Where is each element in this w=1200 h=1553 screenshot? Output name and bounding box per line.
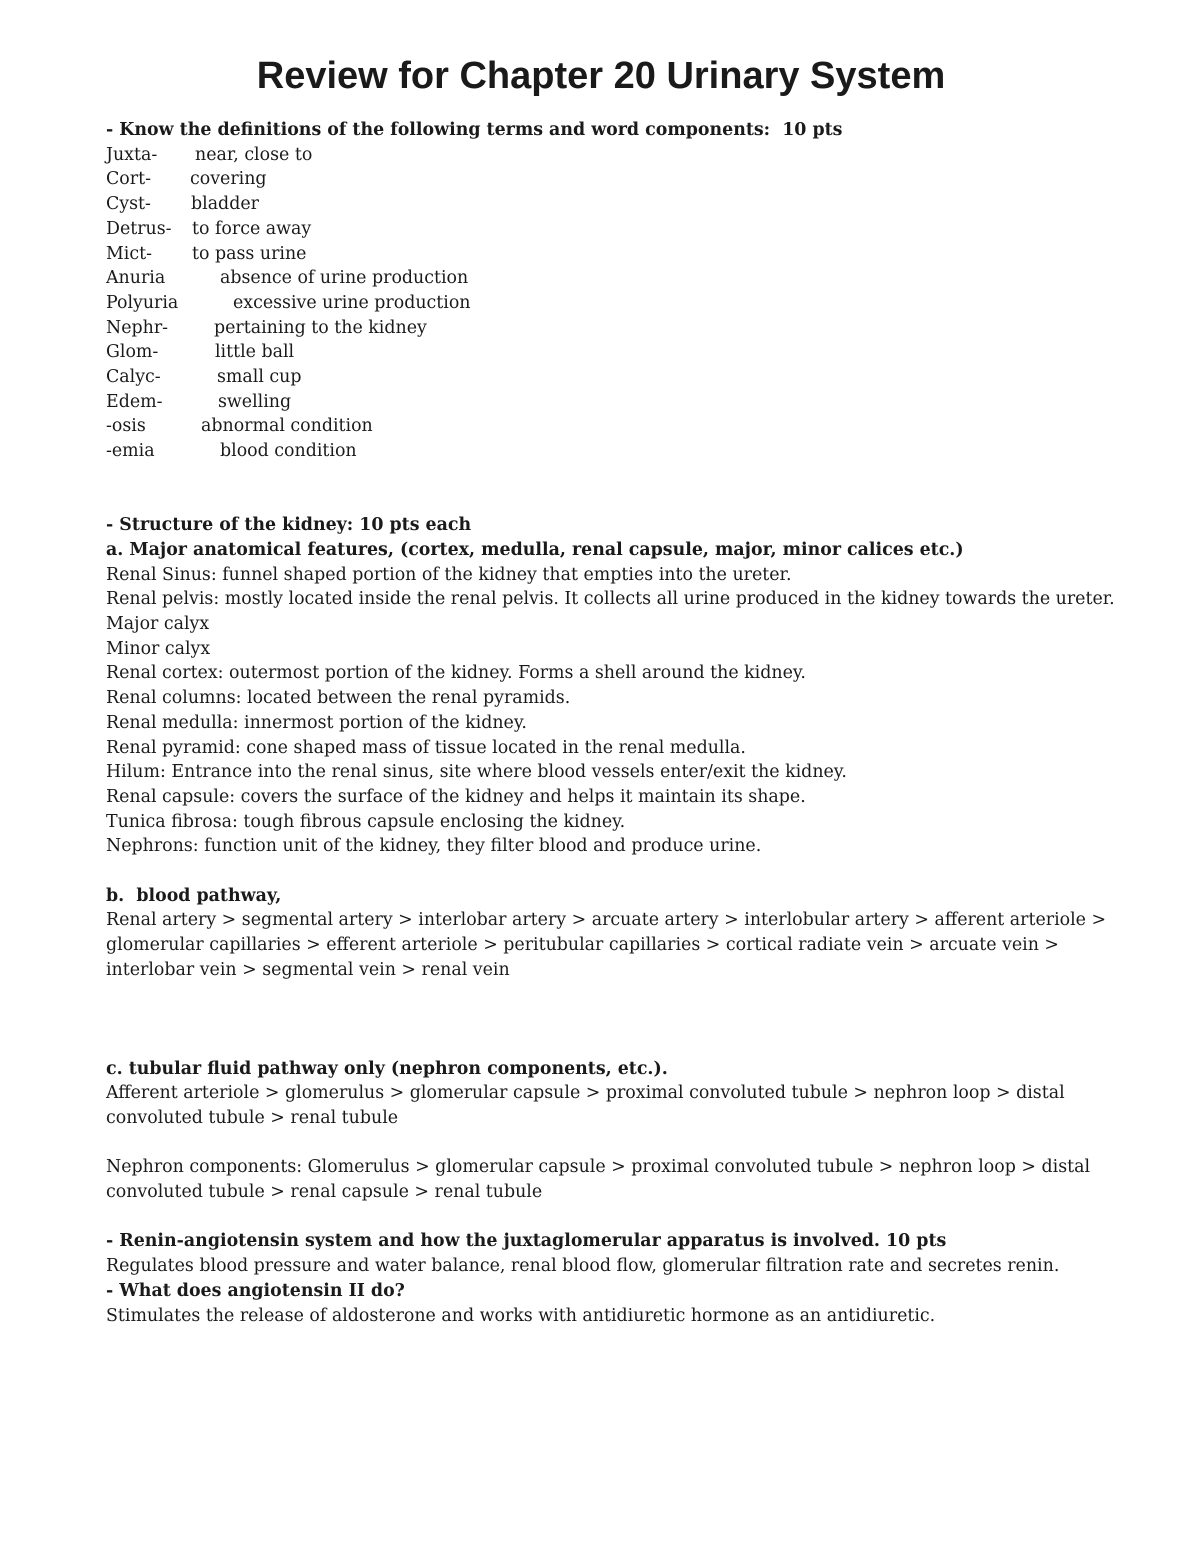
feature-line: Renal cortex: outermost portion of the kidney. Forms a shell around the kidney. [106, 663, 806, 684]
feature-line: Nephrons: function unit of the kidney, they filter blood and produce urine. [106, 836, 762, 857]
term: -emia [106, 441, 155, 462]
feature-line: Renal columns: located between the renal pyramids. [106, 688, 571, 709]
angiotensin-heading: - What does angiotensin II do? [106, 1280, 405, 1301]
term-definition: blood condition [220, 441, 357, 462]
definition-row [106, 143, 1116, 168]
definition-row [106, 192, 1116, 217]
angiotensin-text: Stimulates the release of aldosterone and works with antidiuretic hormone as an antidiuretic. [106, 1305, 936, 1326]
term-definition: to force away [192, 218, 312, 239]
structure-heading: - Structure of the kidney: 10 pts each [106, 515, 472, 536]
term: Polyuria [106, 292, 179, 313]
definition-row [106, 217, 1116, 242]
term: Anuria [106, 268, 166, 289]
blood-pathway-text: Renal artery > segmental artery > interlobar artery > arcuate artery > interlobular artery > afferent arteriole > glomerular capillaries > efferent arteriole > peritubular capillaries > cortical radiate vein > arcuate vein > interlobar vein > segmental vein > renal vein [106, 910, 1107, 980]
term: Glom- [106, 342, 159, 363]
section-c-heading: c. tubular fluid pathway only (nephron components, etc.). [106, 1058, 668, 1079]
definition-row [106, 167, 1116, 192]
definitions-list [106, 143, 1116, 464]
renin-text: Regulates blood pressure and water balance, renal blood flow, glomerular filtration rate and secretes renin. [106, 1256, 1060, 1277]
term: Juxta- [106, 144, 158, 165]
feature-line: Renal medulla: innermost portion of the kidney. [106, 712, 527, 733]
term-definition: covering [190, 169, 267, 190]
page-title: Review for Chapter 20 Urinary System [256, 55, 946, 97]
term: Calyc- [106, 367, 161, 388]
feature-line: Renal pyramid: cone shaped mass of tissue located in the renal medulla. [106, 737, 746, 758]
term: Cyst- [106, 194, 151, 215]
definition-row [106, 340, 1116, 365]
term: Edem- [106, 391, 163, 412]
term-definition: swelling [218, 391, 292, 412]
feature-line: Major calyx [106, 614, 210, 635]
section-a-heading: a. Major anatomical features, (cortex, medulla, renal capsule, major, minor calices etc.) [106, 539, 964, 560]
term: Nephr- [106, 317, 169, 338]
definition-row [106, 414, 1116, 439]
definition-row [106, 365, 1116, 390]
term-definition: small cup [217, 367, 302, 388]
definition-row [106, 390, 1116, 415]
definitions-heading: - Know the definitions of the following terms and word components: 10 pts [106, 120, 843, 140]
term-definition: abnormal condition [201, 416, 373, 437]
definition-row [106, 242, 1116, 267]
term-definition: bladder [191, 194, 259, 215]
definition-row [106, 291, 1116, 316]
term: Cort- [106, 169, 151, 190]
term: -osis [106, 416, 146, 437]
feature-line: Renal Sinus: funnel shaped portion of the kidney that empties into the ureter. [106, 564, 792, 585]
term-definition: to pass urine [192, 243, 307, 264]
term: Detrus- [106, 218, 172, 239]
feature-line: Hilum: Entrance into the renal sinus, site where blood vessels enter/exit the kidney. [106, 762, 847, 783]
renin-heading: - Renin-angiotensin system and how the juxtaglomerular apparatus is involved. 10 pts [106, 1231, 947, 1252]
document-page [106, 52, 1116, 1328]
term-definition: excessive urine production [233, 292, 471, 313]
term-definition: pertaining to the kidney [214, 317, 427, 338]
nephron-components-text: Nephron components: Glomerulus > glomerular capsule > proximal convoluted tubule > nephron loop > distal convoluted tubule > renal capsule > renal tubule [106, 1157, 1091, 1203]
term-definition: absence of urine production [220, 268, 469, 289]
definition-row [106, 316, 1116, 341]
tubular-pathway-text: Afferent arteriole > glomerulus > glomerular capsule > proximal convoluted tubule > nephron loop > distal convoluted tubule > renal tubule [106, 1083, 1065, 1128]
feature-line: Renal capsule: covers the surface of the kidney and helps it maintain its shape. [106, 786, 806, 807]
feature-line: Renal pelvis: mostly located inside the renal pelvis. It collects all urine produced in the kidney towards the ureter. [106, 589, 1115, 610]
term-definition: near, close to [195, 144, 313, 165]
feature-line: Minor calyx [106, 638, 211, 659]
term-definition: little ball [215, 342, 295, 363]
section-b-heading: b. blood pathway, [106, 885, 282, 906]
definition-row [106, 266, 1116, 291]
term: Mict- [106, 243, 152, 264]
feature-line: Tunica fibrosa: tough fibrous capsule enclosing the kidney. [106, 811, 626, 832]
anatomical-features-list [106, 563, 1116, 859]
definition-row [106, 439, 1116, 464]
